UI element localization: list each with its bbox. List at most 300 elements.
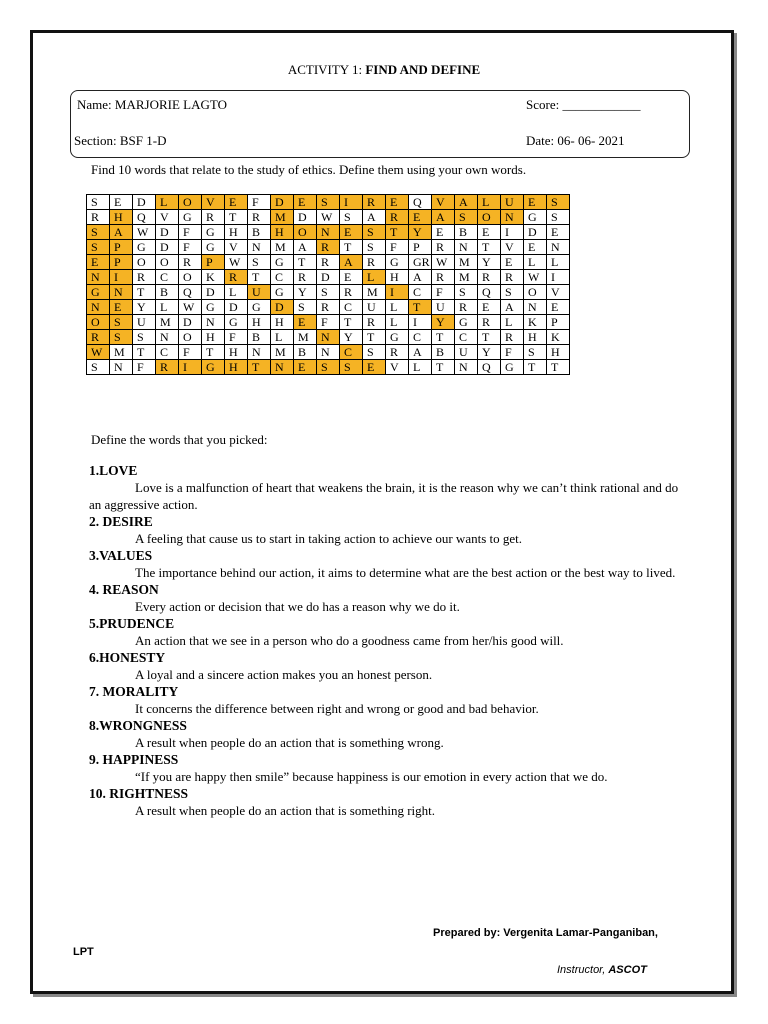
grid-cell: L xyxy=(524,255,547,270)
grid-cell: M xyxy=(455,270,478,285)
grid-cell: L xyxy=(386,300,409,315)
grid-cell: L xyxy=(478,195,501,210)
definition-text: Every action or decision that we do has a reason why we do it. xyxy=(135,599,460,614)
grid-row xyxy=(87,270,570,285)
grid-cell: B xyxy=(455,225,478,240)
grid-cell: D xyxy=(156,225,179,240)
grid-cell: M xyxy=(455,255,478,270)
grid-cell: Y xyxy=(133,300,156,315)
word-search-grid xyxy=(86,194,570,375)
grid-cell: V xyxy=(225,240,248,255)
grid-cell: N xyxy=(317,330,340,345)
grid-cell: H xyxy=(225,360,248,375)
grid-cell: Q xyxy=(409,195,432,210)
grid-cell: S xyxy=(294,300,317,315)
grid-cell: A xyxy=(455,195,478,210)
lpt-label: LPT xyxy=(73,946,94,958)
instructor-line xyxy=(557,964,647,976)
grid-cell: E xyxy=(386,195,409,210)
grid-cell: F xyxy=(386,240,409,255)
grid-cell: S xyxy=(363,225,386,240)
grid-cell: L xyxy=(363,270,386,285)
grid-cell: O xyxy=(478,210,501,225)
grid-cell: Q xyxy=(133,210,156,225)
grid-row xyxy=(87,225,570,240)
grid-cell: R xyxy=(225,270,248,285)
grid-cell: O xyxy=(179,195,202,210)
grid-cell: E xyxy=(87,255,110,270)
grid-cell: R xyxy=(179,255,202,270)
grid-cell: S xyxy=(455,210,478,225)
grid-cell: I xyxy=(179,360,202,375)
grid-cell: N xyxy=(547,240,570,255)
grid-cell: T xyxy=(524,360,547,375)
grid-cell: E xyxy=(340,225,363,240)
grid-cell: M xyxy=(110,345,133,360)
grid-cell: S xyxy=(248,255,271,270)
grid-cell: T xyxy=(225,210,248,225)
grid-cell: A xyxy=(340,255,363,270)
grid-cell: A xyxy=(110,225,133,240)
grid-cell: O xyxy=(179,270,202,285)
grid-cell: O xyxy=(133,255,156,270)
grid-cell: R xyxy=(156,360,179,375)
grid-cell: G xyxy=(501,360,524,375)
grid-cell: D xyxy=(202,285,225,300)
grid-row xyxy=(87,210,570,225)
grid-cell: M xyxy=(294,330,317,345)
grid-cell: N xyxy=(455,240,478,255)
grid-cell: R xyxy=(340,285,363,300)
grid-cell: N xyxy=(271,360,294,375)
grid-cell: F xyxy=(317,315,340,330)
grid-cell: L xyxy=(156,300,179,315)
activity-name: FIND AND DEFINE xyxy=(365,62,481,77)
grid-cell: U xyxy=(455,345,478,360)
grid-cell: V xyxy=(156,210,179,225)
grid-cell: Y xyxy=(294,285,317,300)
grid-cell: L xyxy=(409,360,432,375)
date-field: Date: 06- 06- 2021 xyxy=(526,133,625,148)
grid-cell: H xyxy=(110,210,133,225)
instructions: Find 10 words that relate to the study of ethics. Define them using your own words. xyxy=(91,162,527,177)
grid-row xyxy=(87,300,570,315)
instructor-org: ASCOT xyxy=(608,964,647,976)
score-field: Score: ____________ xyxy=(526,97,641,112)
grid-cell: D xyxy=(271,195,294,210)
grid-cell: G xyxy=(271,255,294,270)
grid-cell: G xyxy=(386,330,409,345)
grid-cell: S xyxy=(110,315,133,330)
grid-cell: K xyxy=(524,315,547,330)
grid-cell: I xyxy=(386,285,409,300)
grid-cell: G xyxy=(87,285,110,300)
grid-cell: G xyxy=(202,360,225,375)
grid-cell: R xyxy=(363,255,386,270)
grid-cell: W xyxy=(179,300,202,315)
grid-cell: H xyxy=(225,345,248,360)
grid-cell: R xyxy=(432,240,455,255)
grid-cell: T xyxy=(202,345,225,360)
grid-cell: C xyxy=(340,300,363,315)
grid-cell: O xyxy=(87,315,110,330)
grid-cell: S xyxy=(87,360,110,375)
grid-cell: G xyxy=(248,300,271,315)
grid-cell: O xyxy=(294,225,317,240)
grid-cell: G xyxy=(179,210,202,225)
grid-cell: R xyxy=(386,345,409,360)
grid-cell: S xyxy=(524,345,547,360)
grid-cell: E xyxy=(547,225,570,240)
grid-cell: S xyxy=(317,195,340,210)
grid-cell: R xyxy=(478,270,501,285)
grid-cell: Y xyxy=(478,345,501,360)
grid-cell: C xyxy=(271,270,294,285)
grid-row xyxy=(87,240,570,255)
grid-cell: G xyxy=(271,285,294,300)
grid-cell: T xyxy=(409,300,432,315)
grid-cell: N xyxy=(317,345,340,360)
grid-cell: O xyxy=(179,330,202,345)
grid-cell: V xyxy=(202,195,225,210)
grid-cell: A xyxy=(409,270,432,285)
definition-term: 6.HONESTY xyxy=(89,650,166,665)
grid-cell: H xyxy=(225,225,248,240)
grid-cell: F xyxy=(248,195,271,210)
grid-cell: S xyxy=(133,330,156,345)
grid-cell: D xyxy=(156,240,179,255)
grid-row xyxy=(87,345,570,360)
grid-cell: S xyxy=(340,210,363,225)
grid-cell: L xyxy=(547,255,570,270)
grid-cell: B xyxy=(248,225,271,240)
grid-cell: S xyxy=(317,360,340,375)
grid-cell: Q xyxy=(478,360,501,375)
grid-cell: C xyxy=(340,345,363,360)
grid-cell: H xyxy=(271,315,294,330)
grid-cell: S xyxy=(455,285,478,300)
grid-cell: C xyxy=(455,330,478,345)
grid-cell: F xyxy=(225,330,248,345)
grid-cell: N xyxy=(524,300,547,315)
grid-cell: N xyxy=(501,210,524,225)
grid-cell: G xyxy=(202,240,225,255)
grid-cell: T xyxy=(133,285,156,300)
definition-text: A result when people do an action that is something right. xyxy=(135,803,436,818)
grid-cell: M xyxy=(156,315,179,330)
grid-cell: P xyxy=(110,255,133,270)
grid-cell: W xyxy=(432,255,455,270)
grid-cell: T xyxy=(478,240,501,255)
grid-cell: N xyxy=(87,270,110,285)
grid-cell: S xyxy=(547,195,570,210)
grid-cell: N xyxy=(110,360,133,375)
prepared-by: Prepared by: Vergenita Lamar-Panganiban, xyxy=(433,927,658,939)
grid-cell: E xyxy=(478,225,501,240)
grid-cell: D xyxy=(179,315,202,330)
grid-cell: K xyxy=(202,270,225,285)
grid-cell: R xyxy=(87,210,110,225)
grid-cell: A xyxy=(432,210,455,225)
grid-cell: S xyxy=(340,360,363,375)
grid-cell: H xyxy=(271,225,294,240)
grid-cell: L xyxy=(271,330,294,345)
grid-cell: G xyxy=(133,240,156,255)
grid-cell: R xyxy=(317,300,340,315)
grid-cell: B xyxy=(432,345,455,360)
grid-cell: GR xyxy=(409,255,432,270)
definition-term: 10. RIGHTNESS xyxy=(89,786,189,801)
grid-cell: K xyxy=(547,330,570,345)
definition-text: An action that we see in a person who do a goodness came from her/his good will. xyxy=(135,633,564,648)
grid-cell: C xyxy=(409,330,432,345)
grid-cell: E xyxy=(524,195,547,210)
grid-cell: R xyxy=(248,210,271,225)
grid-row xyxy=(87,330,570,345)
grid-cell: N xyxy=(248,240,271,255)
grid-cell: A xyxy=(294,240,317,255)
grid-cell: D xyxy=(524,225,547,240)
grid-cell: A xyxy=(363,210,386,225)
grid-cell: T xyxy=(432,360,455,375)
grid-cell: S xyxy=(547,210,570,225)
grid-cell: F xyxy=(179,240,202,255)
grid-cell: I xyxy=(501,225,524,240)
grid-cell: E xyxy=(110,195,133,210)
activity-title xyxy=(0,62,768,78)
grid-cell: R xyxy=(202,210,225,225)
grid-cell: T xyxy=(547,360,570,375)
grid-cell: H xyxy=(524,330,547,345)
grid-cell: R xyxy=(294,270,317,285)
grid-cell: R xyxy=(432,270,455,285)
grid-cell: O xyxy=(156,255,179,270)
grid-cell: I xyxy=(110,270,133,285)
grid-cell: P xyxy=(547,315,570,330)
grid-cell: E xyxy=(524,240,547,255)
instructor-prefix: Instructor, xyxy=(557,964,609,976)
grid-cell: G xyxy=(202,225,225,240)
grid-cell: Y xyxy=(409,225,432,240)
grid-cell: W xyxy=(133,225,156,240)
grid-cell: L xyxy=(156,195,179,210)
grid-cell: R xyxy=(386,210,409,225)
definition-term: 1.LOVE xyxy=(89,463,138,478)
grid-cell: P xyxy=(409,240,432,255)
grid-cell: R xyxy=(363,315,386,330)
grid-cell: I xyxy=(409,315,432,330)
definition-text: A loyal and a sincere action makes you an honest person. xyxy=(135,667,433,682)
grid-cell: R xyxy=(363,195,386,210)
grid-cell: G xyxy=(455,315,478,330)
grid-cell: E xyxy=(501,255,524,270)
grid-cell: D xyxy=(225,300,248,315)
grid-cell: S xyxy=(87,195,110,210)
grid-cell: Q xyxy=(179,285,202,300)
grid-cell: Y xyxy=(478,255,501,270)
grid-cell: G xyxy=(202,300,225,315)
grid-cell: V xyxy=(432,195,455,210)
grid-cell: S xyxy=(501,285,524,300)
activity-prefix: ACTIVITY 1: xyxy=(287,62,366,77)
grid-cell: O xyxy=(524,285,547,300)
grid-cell: U xyxy=(363,300,386,315)
grid-cell: R xyxy=(317,240,340,255)
definition-term: 8.WRONGNESS xyxy=(89,718,187,733)
definition-text: A result when people do an action that is something wrong. xyxy=(135,735,444,750)
grid-cell: S xyxy=(317,285,340,300)
section-field: Section: BSF 1-D xyxy=(74,133,167,148)
grid-cell: P xyxy=(110,240,133,255)
grid-cell: F xyxy=(501,345,524,360)
grid-cell: R xyxy=(87,330,110,345)
grid-cell: V xyxy=(501,240,524,255)
definition-term: 7. MORALITY xyxy=(89,684,179,699)
grid-cell: E xyxy=(294,315,317,330)
grid-cell: U xyxy=(432,300,455,315)
grid-cell: E xyxy=(409,210,432,225)
grid-cell: E xyxy=(294,360,317,375)
grid-cell: S xyxy=(110,330,133,345)
grid-cell: M xyxy=(363,285,386,300)
grid-cell: L xyxy=(225,285,248,300)
grid-cell: N xyxy=(455,360,478,375)
grid-cell: U xyxy=(133,315,156,330)
grid-cell: V xyxy=(547,285,570,300)
grid-cell: R xyxy=(478,315,501,330)
grid-cell: Q xyxy=(478,285,501,300)
grid-cell: H xyxy=(248,315,271,330)
grid-cell: U xyxy=(248,285,271,300)
grid-cell: H xyxy=(386,270,409,285)
grid-cell: T xyxy=(294,255,317,270)
grid-cell: E xyxy=(110,300,133,315)
grid-cell: D xyxy=(271,300,294,315)
grid-cell: W xyxy=(225,255,248,270)
define-title: Define the words that you picked: xyxy=(91,432,268,447)
grid-cell: E xyxy=(432,225,455,240)
grid-cell: F xyxy=(133,360,156,375)
grid-cell: Y xyxy=(432,315,455,330)
student-name: Name: MARJORIE LAGTO xyxy=(77,97,227,112)
grid-cell: L xyxy=(386,315,409,330)
grid-cell: R xyxy=(501,330,524,345)
grid-cell: W xyxy=(317,210,340,225)
grid-cell: F xyxy=(432,285,455,300)
grid-cell: S xyxy=(363,345,386,360)
grid-cell: A xyxy=(409,345,432,360)
grid-cell: E xyxy=(547,300,570,315)
grid-cell: E xyxy=(225,195,248,210)
definition-text: A feeling that cause us to start in taking action to achieve our wants to get. xyxy=(135,531,523,546)
grid-cell: T xyxy=(340,240,363,255)
grid-row xyxy=(87,315,570,330)
grid-cell: T xyxy=(363,330,386,345)
grid-cell: N xyxy=(156,330,179,345)
grid-cell: V xyxy=(386,360,409,375)
grid-cell: S xyxy=(87,225,110,240)
grid-cell: T xyxy=(432,330,455,345)
grid-cell: R xyxy=(133,270,156,285)
grid-cell: N xyxy=(317,225,340,240)
grid-row xyxy=(87,360,570,375)
grid-cell: H xyxy=(202,330,225,345)
grid-cell: N xyxy=(110,285,133,300)
grid-cell: G xyxy=(225,315,248,330)
definition-text: “If you are happy then smile” because happiness is our emotion in every action that we do. xyxy=(135,769,608,784)
grid-cell: S xyxy=(363,240,386,255)
definition-text: The importance behind our action, it aims to determine what are the best action or the best way to lived. xyxy=(135,565,676,580)
grid-cell: W xyxy=(87,345,110,360)
student-info-box xyxy=(70,90,690,158)
grid-cell: L xyxy=(501,315,524,330)
definition-term: 5.PRUDENCE xyxy=(89,616,175,631)
grid-cell: W xyxy=(524,270,547,285)
grid-row xyxy=(87,195,570,210)
grid-cell: T xyxy=(386,225,409,240)
grid-cell: E xyxy=(340,270,363,285)
grid-cell: B xyxy=(294,345,317,360)
grid-cell: T xyxy=(478,330,501,345)
definition-term: 3.VALUES xyxy=(89,548,153,563)
grid-cell: G xyxy=(386,255,409,270)
grid-cell: B xyxy=(156,285,179,300)
grid-cell: F xyxy=(179,225,202,240)
grid-cell: N xyxy=(202,315,225,330)
grid-cell: T xyxy=(248,270,271,285)
grid-cell: M xyxy=(271,345,294,360)
grid-row xyxy=(87,285,570,300)
grid-cell: N xyxy=(248,345,271,360)
grid-cell: D xyxy=(317,270,340,285)
grid-cell: T xyxy=(248,360,271,375)
grid-cell: C xyxy=(156,270,179,285)
grid-cell: E xyxy=(478,300,501,315)
grid-cell: H xyxy=(547,345,570,360)
grid-cell: R xyxy=(455,300,478,315)
grid-cell: M xyxy=(271,210,294,225)
grid-cell: D xyxy=(294,210,317,225)
definition-term: 2. DESIRE xyxy=(89,514,153,529)
grid-cell: R xyxy=(317,255,340,270)
definition-term: 4. REASON xyxy=(89,582,159,597)
grid-cell: G xyxy=(524,210,547,225)
grid-cell: B xyxy=(248,330,271,345)
grid-cell: T xyxy=(133,345,156,360)
grid-cell: F xyxy=(179,345,202,360)
grid-cell: R xyxy=(501,270,524,285)
grid-cell: N xyxy=(87,300,110,315)
grid-cell: A xyxy=(501,300,524,315)
grid-cell: I xyxy=(547,270,570,285)
grid-cell: U xyxy=(501,195,524,210)
grid-cell: E xyxy=(363,360,386,375)
grid-cell: P xyxy=(202,255,225,270)
definitions-list xyxy=(89,462,679,819)
grid-cell: Y xyxy=(340,330,363,345)
grid-cell: C xyxy=(156,345,179,360)
grid-row xyxy=(87,255,570,270)
grid-cell: M xyxy=(271,240,294,255)
grid-cell: D xyxy=(133,195,156,210)
definition-term: 9. HAPPINESS xyxy=(89,752,179,767)
grid-cell: C xyxy=(409,285,432,300)
definition-text: Love is a malfunction of heart that weakens the brain, it is the reason why we can’t think rational and do an aggressive action. xyxy=(89,480,679,512)
grid-cell: E xyxy=(294,195,317,210)
grid-cell: I xyxy=(340,195,363,210)
grid-cell: T xyxy=(340,315,363,330)
grid-cell: S xyxy=(87,240,110,255)
